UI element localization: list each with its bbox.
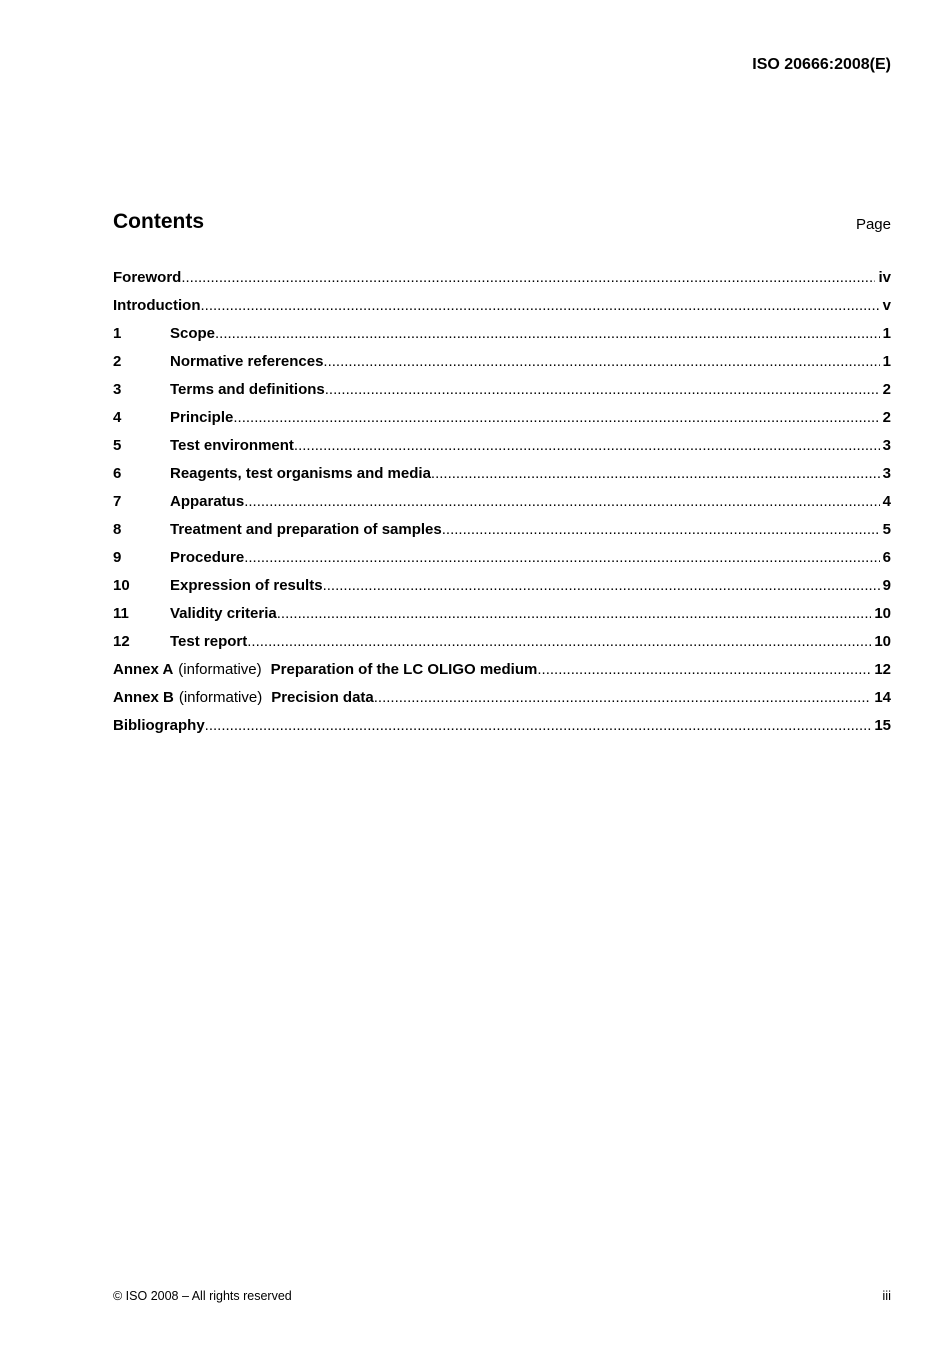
toc-entry-page: 10 (874, 633, 891, 650)
toc-entry-page: 6 (882, 549, 891, 566)
toc-entry-treatment-and-preparation[interactable] (113, 521, 891, 549)
toc-entry-foreword[interactable] (113, 269, 891, 297)
dot-leader (374, 689, 872, 706)
toc-entry-title: Procedure (170, 549, 245, 566)
dot-leader (244, 549, 879, 566)
toc-entry-page: 5 (882, 521, 891, 538)
dot-leader (442, 521, 880, 538)
toc-entry-title: Apparatus (170, 493, 245, 510)
toc-entry-number: 5 (113, 437, 122, 454)
toc-entry-title: Expression of results (170, 577, 323, 594)
toc-entry-principle[interactable] (113, 409, 891, 437)
dot-leader (247, 633, 871, 650)
toc-entry-page: 9 (882, 577, 891, 594)
toc-entry-page: 10 (874, 605, 891, 622)
toc-entry-title: Terms and definitions (170, 381, 325, 398)
dot-leader (233, 409, 879, 426)
toc-entry-number: 6 (113, 465, 122, 482)
page-column-label: Page (855, 216, 891, 233)
dot-leader (323, 577, 880, 594)
toc-entry-page: 15 (874, 717, 891, 734)
toc-entry-test-environment[interactable] (113, 437, 891, 465)
contents-heading: Contents (113, 210, 204, 233)
table-of-contents (113, 269, 891, 745)
toc-entry-annex-a[interactable] (113, 661, 891, 689)
toc-entry-number: 8 (113, 521, 122, 538)
toc-entry-number: 12 (113, 633, 130, 650)
toc-entry-test-report[interactable] (113, 633, 891, 661)
toc-entry-introduction[interactable] (113, 297, 891, 325)
toc-entry-reagents[interactable] (113, 465, 891, 493)
dot-leader (181, 269, 875, 286)
toc-entry-apparatus[interactable] (113, 493, 891, 521)
toc-entry-number: 10 (113, 577, 130, 594)
toc-entry-title: Bibliography (113, 717, 205, 734)
toc-entry-title: Introduction (113, 297, 201, 314)
toc-entry-terms-and-definitions[interactable] (113, 381, 891, 409)
toc-entry-title: Validity criteria (170, 605, 277, 622)
dot-leader (205, 717, 872, 734)
dot-leader (277, 605, 872, 622)
toc-entry-procedure[interactable] (113, 549, 891, 577)
toc-entry-page: v (882, 297, 891, 314)
dot-leader (537, 661, 871, 678)
toc-entry-page: 3 (882, 437, 891, 454)
toc-entry-title: Scope (170, 325, 216, 342)
toc-entry-normative-references[interactable] (113, 353, 891, 381)
toc-entry-number: 11 (113, 605, 129, 622)
toc-entry-validity-criteria[interactable] (113, 605, 891, 633)
toc-entry-page: 3 (882, 465, 891, 482)
toc-entry-page: 2 (882, 381, 891, 398)
dot-leader (431, 465, 880, 482)
toc-entry-number: 9 (113, 549, 122, 566)
toc-entry-scope[interactable] (113, 325, 891, 353)
toc-entry-title: Principle (170, 409, 234, 426)
annex-type: (informative) (178, 689, 263, 706)
toc-entry-title: Precision data (271, 689, 374, 706)
dot-leader (294, 437, 880, 454)
copyright-notice: © ISO 2008 – All rights reserved (113, 1289, 292, 1303)
toc-entry-title: Preparation of the LC OLIGO medium (270, 661, 538, 678)
toc-entry-title: Normative references (170, 353, 324, 370)
toc-entry-number: 7 (113, 493, 122, 510)
annex-label: Annex A (113, 661, 174, 678)
toc-entry-number: 1 (113, 325, 122, 342)
toc-entry-title: Foreword (113, 269, 182, 286)
toc-entry-expression-of-results[interactable] (113, 577, 891, 605)
annex-type: (informative) (178, 661, 262, 678)
dot-leader (215, 325, 880, 342)
page-number: iii (882, 1288, 891, 1303)
toc-entry-page: 12 (874, 661, 891, 678)
toc-entry-title: Test report (170, 633, 248, 650)
toc-entry-title: Test environment (170, 437, 294, 454)
dot-leader (244, 493, 879, 510)
toc-entry-number: 4 (113, 409, 122, 426)
toc-entry-number: 2 (113, 353, 122, 370)
dot-leader (323, 353, 879, 370)
document-identifier: ISO 20666:2008(E) (752, 56, 891, 73)
toc-entry-page: 1 (882, 325, 891, 342)
toc-entry-number: 3 (113, 381, 122, 398)
annex-label: Annex B (113, 689, 174, 706)
dot-leader (325, 381, 880, 398)
toc-entry-title: Treatment and preparation of samples (170, 521, 442, 538)
toc-entry-title: Reagents, test organisms and media (170, 465, 431, 482)
toc-entry-annex-b[interactable] (113, 689, 891, 717)
toc-entry-page: iv (878, 269, 891, 286)
toc-entry-page: 14 (874, 689, 891, 706)
toc-entry-page: 1 (882, 353, 891, 370)
dot-leader (200, 297, 879, 314)
toc-entry-page: 2 (882, 409, 891, 426)
toc-entry-page: 4 (882, 493, 891, 510)
toc-entry-bibliography[interactable] (113, 717, 891, 745)
